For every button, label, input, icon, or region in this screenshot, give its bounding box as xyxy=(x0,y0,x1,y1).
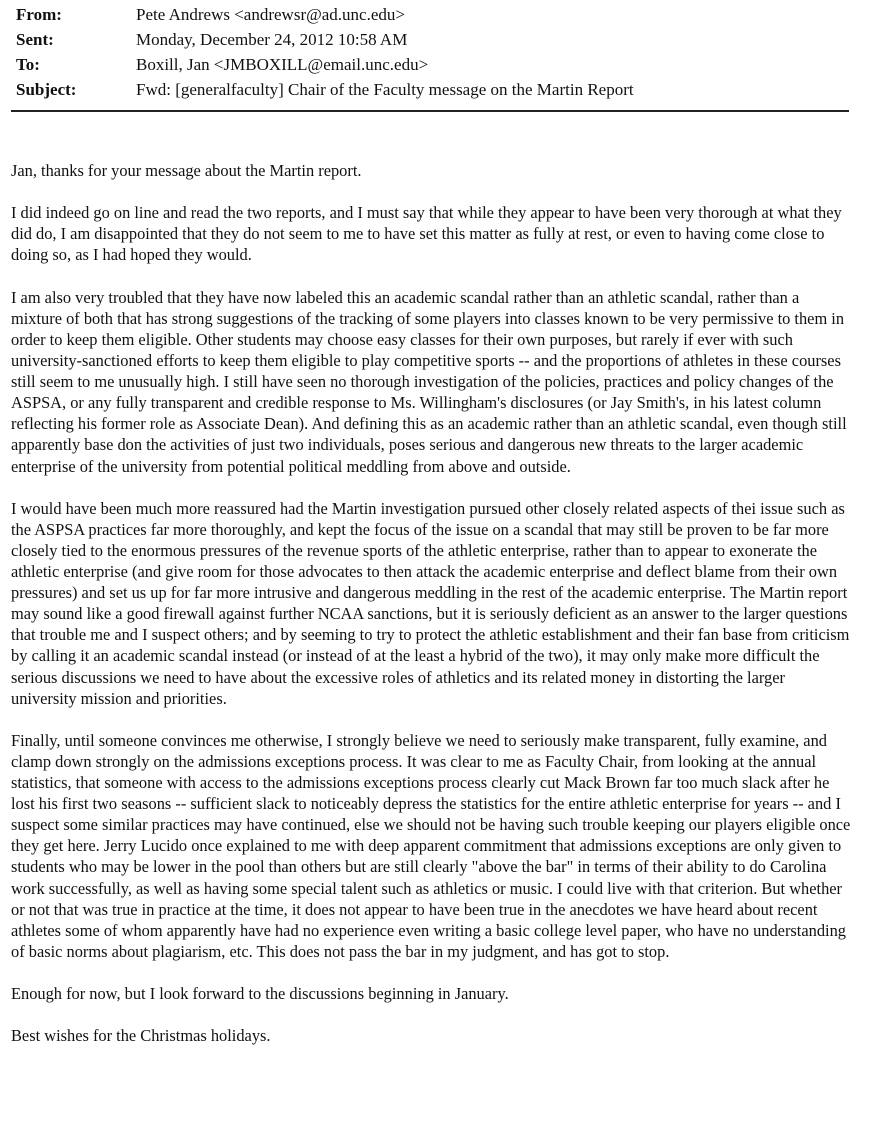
subject-value: Fwd: [generalfaculty] Chair of the Faculty message on the Martin Report xyxy=(136,79,634,99)
to-label: To: xyxy=(16,54,40,74)
sent-value: Monday, December 24, 2012 10:58 AM xyxy=(136,29,408,49)
body-paragraph-troubled: I am also very troubled that they have now labeled this an academic scandal rather than an athletic scandal, rather than a mixture of both that has strong suggestions of the tracking of some players into classes known to be very permissive to them in order to keep them eligible. Other students may choose easy classes for their own purposes, but rarely if ever with such university-sanctioned efforts to keep them eligible to play competitive sports -- and the proportions of athletes in these courses still seem to me unusually high. I still have seen no thorough investigation of the policies, practices and policy changes of the ASPSA, or any fully transparent and credible response to Ms. Willingham's disclosures (or Jay Smith's, in his latest column reflecting his former role as Associate Dean). And defining this as an academic rather than an athletic scandal, even though still apparently base don the activities of just two individuals, poses serious and dangerous new threats to the larger academic enterprise of the university from potential political meddling from above and outside. xyxy=(11,287,847,476)
body-paragraph-closing: Enough for now, but I look forward to the discussions beginning in January. xyxy=(11,984,509,1004)
subject-label: Subject: xyxy=(16,79,77,99)
email-header xyxy=(16,2,848,102)
sent-row xyxy=(16,27,848,52)
body-paragraph-greeting: Jan, thanks for your message about the Martin report. xyxy=(11,161,362,180)
subject-row xyxy=(16,77,848,102)
body-paragraph-admissions: Finally, until someone convinces me otherwise, I strongly believe we need to seriously make transparent, fully examine, and clamp down strongly on the admissions exceptions process. It was clear to me as Faculty Chair, from looking at the annual statistics, that someone with access to the admissions exceptions process clearly cut Mack Brown far too much slack after he lost his first two seasons -- sufficient slack to noticeably depress the statistics for the entire athletic enterprise for years -- and I suspect some similar practices may have continued, else we should not be having such trouble keeping our players eligible once they get here. Jerry Lucido once explained to me with deep apparent commitment that admissions exceptions are only given to students who may be lower in the pool than others but are still clearly "above the bar" in terms of their ability to do Carolina work successfully, as well as having some special talent such as athletics or music. I could live with that criterion. But whether or not that was true in practice at the time, it does not appear to have been true in the anecdotes we have heard about recent athletes some of whom apparently have had no experience even writing a basic college level paper, who have no understanding of basic norms about plagiarism, etc. This does not pass the bar in my judgment, and has got to stop. xyxy=(11,730,851,961)
from-label: From: xyxy=(16,4,62,24)
to-row xyxy=(16,52,848,77)
email-body xyxy=(11,160,853,1068)
header-divider xyxy=(11,110,849,112)
from-value: Pete Andrews <andrewsr@ad.unc.edu> xyxy=(136,4,405,24)
body-paragraph-reports: I did indeed go on line and read the two reports, and I must say that while they appear to have been very thorough at what they did do, I am disappointed that they do not seem to me to have set this matter as fully at rest, or even to having come close to doing so, as I had hoped they would. xyxy=(11,203,842,265)
body-paragraph-wishes: Best wishes for the Christmas holidays. xyxy=(11,1026,271,1046)
body-paragraph-reassured: I would have been much more reassured had the Martin investigation pursued other closely related aspects of thei issue such as the ASPSA practices far more thoroughly, and kept the focus of the issue on a scandal that may still be proven to be far more closely tied to the enormous pressures of the revenue sports of the athletic enterprise, rather than to appear to exonerate the athletic enterprise (and give room for those advocates to then attack the academic enterprise and deflect blame from their own pressures) and set us up for far more intrusive and dangerous meddling in the rest of the academic enterprise. The Martin report may sound like a good firewall against further NCAA sanctions, but it is seriously deficient as an answer to the larger questions that trouble me and I suspect others; and by seeming to try to protect the athletic establishment and their fan base from criticism by calling it an academic scandal instead (or instead of at the least a hybrid of the two), it may only make more difficult the serious discussions we need to have about the excessive roles of athletics and its related money in distorting the larger university mission and priorities. xyxy=(11,498,850,708)
sent-label: Sent: xyxy=(16,29,54,49)
from-row xyxy=(16,2,848,27)
to-value: Boxill, Jan <JMBOXILL@email.unc.edu> xyxy=(136,54,429,74)
